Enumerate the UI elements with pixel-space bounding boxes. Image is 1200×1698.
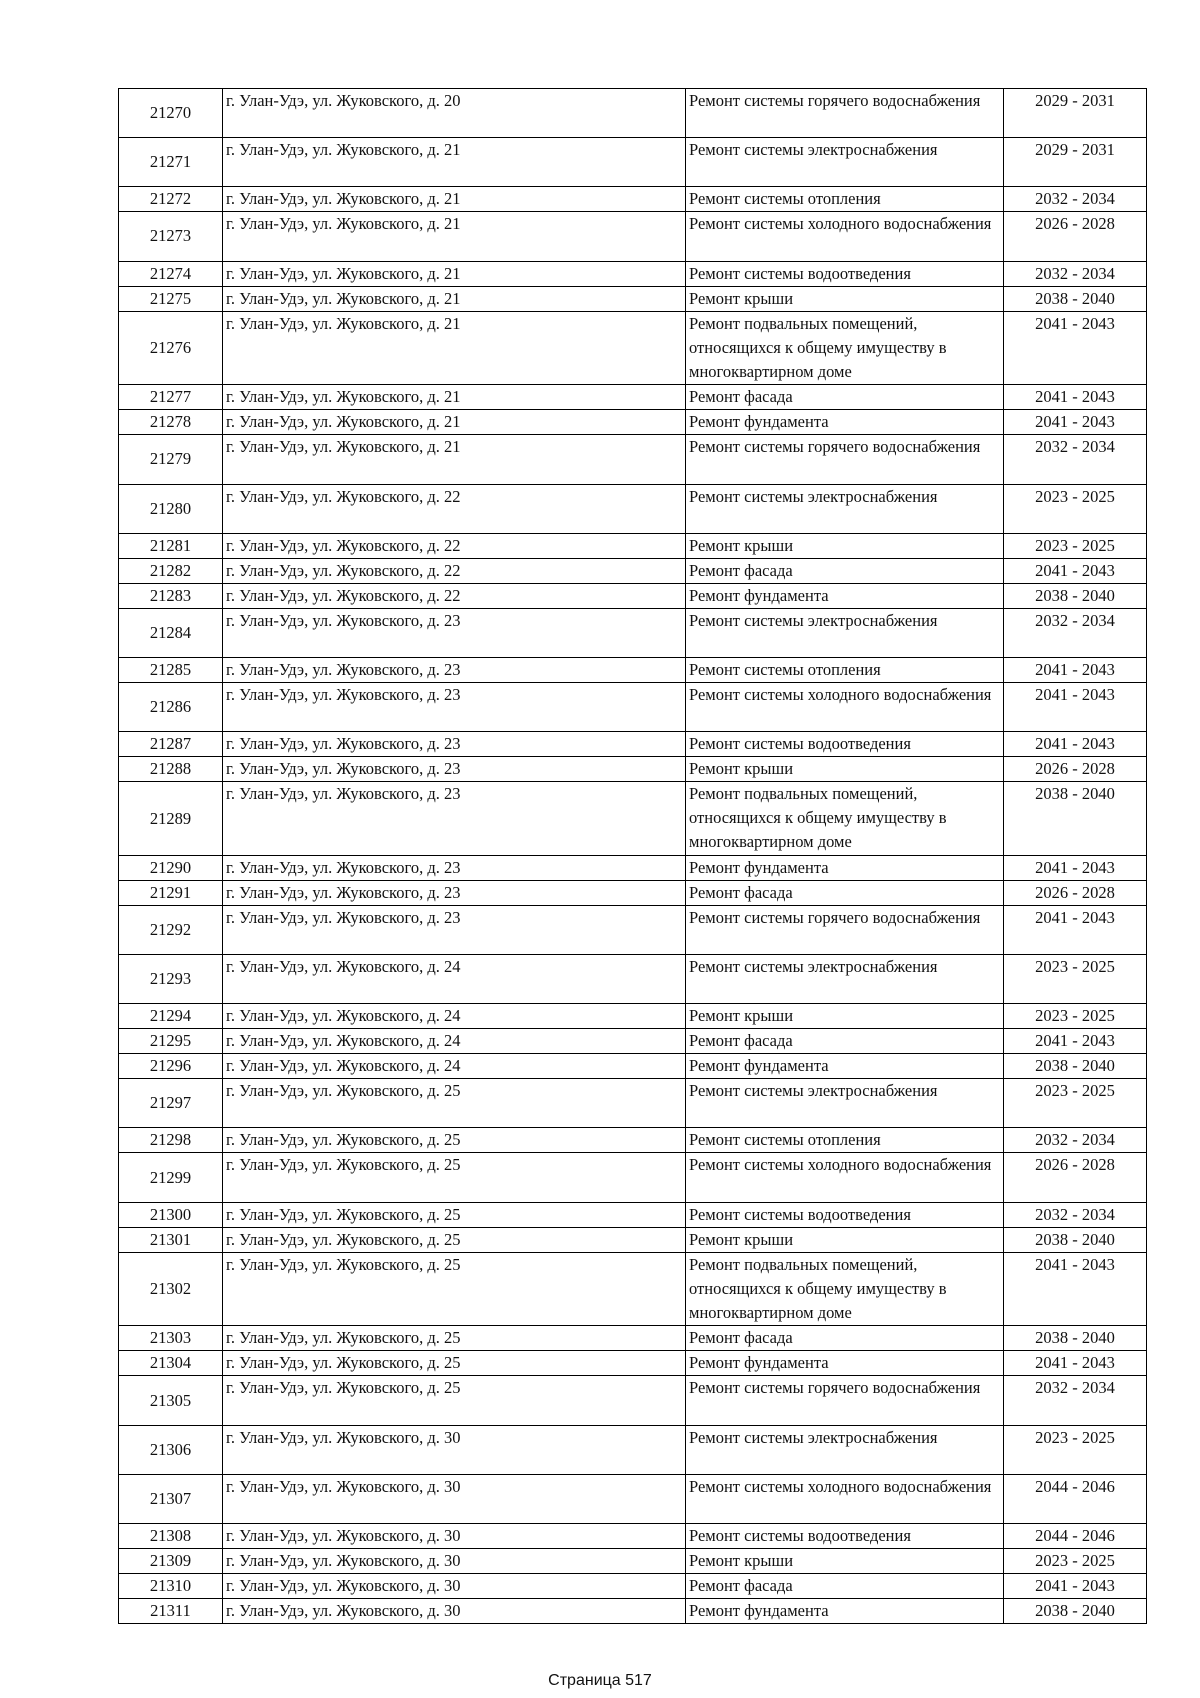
row-work-type: Ремонт системы отопления — [686, 187, 1004, 212]
row-years: 2023 - 2025 — [1004, 484, 1147, 533]
row-years: 2023 - 2025 — [1004, 1549, 1147, 1574]
table-row — [119, 682, 1147, 731]
row-address: г. Улан-Удэ, ул. Жуковского, д. 30 — [223, 1549, 686, 1574]
row-years: 2032 - 2034 — [1004, 1202, 1147, 1227]
table-row — [119, 1054, 1147, 1079]
row-number: 21285 — [119, 657, 223, 682]
row-work-type: Ремонт фасада — [686, 1029, 1004, 1054]
row-work-type: Ремонт системы горячего водоснабжения — [686, 89, 1004, 138]
row-number: 21300 — [119, 1202, 223, 1227]
row-years: 2041 - 2043 — [1004, 311, 1147, 385]
table-row — [119, 286, 1147, 311]
row-number: 21282 — [119, 558, 223, 583]
row-work-type: Ремонт системы водоотведения — [686, 1524, 1004, 1549]
row-years: 2023 - 2025 — [1004, 533, 1147, 558]
row-address: г. Улан-Удэ, ул. Жуковского, д. 30 — [223, 1474, 686, 1523]
row-address: г. Улан-Удэ, ул. Жуковского, д. 25 — [223, 1326, 686, 1351]
row-years: 2044 - 2046 — [1004, 1474, 1147, 1523]
table-row — [119, 855, 1147, 880]
row-work-type: Ремонт крыши — [686, 533, 1004, 558]
row-work-type: Ремонт подвальных помещений, относящихся к общему имуществу в многоквартирном доме — [686, 1252, 1004, 1326]
row-number: 21308 — [119, 1524, 223, 1549]
row-work-type: Ремонт крыши — [686, 1004, 1004, 1029]
table-row — [119, 89, 1147, 138]
row-work-type: Ремонт крыши — [686, 1549, 1004, 1574]
table-row — [119, 1599, 1147, 1624]
row-years: 2041 - 2043 — [1004, 1351, 1147, 1376]
repair-schedule-table — [118, 88, 1147, 1624]
row-address: г. Улан-Удэ, ул. Жуковского, д. 24 — [223, 1029, 686, 1054]
row-address: г. Улан-Удэ, ул. Жуковского, д. 21 — [223, 311, 686, 385]
row-number: 21297 — [119, 1079, 223, 1128]
row-number: 21274 — [119, 261, 223, 286]
row-years: 2026 - 2028 — [1004, 757, 1147, 782]
table-row — [119, 1574, 1147, 1599]
row-address: г. Улан-Удэ, ул. Жуковского, д. 30 — [223, 1599, 686, 1624]
row-number: 21272 — [119, 187, 223, 212]
row-work-type: Ремонт крыши — [686, 286, 1004, 311]
row-work-type: Ремонт системы горячего водоснабжения — [686, 1376, 1004, 1425]
row-work-type: Ремонт системы горячего водоснабжения — [686, 905, 1004, 954]
row-years: 2038 - 2040 — [1004, 1054, 1147, 1079]
table-row — [119, 558, 1147, 583]
row-address: г. Улан-Удэ, ул. Жуковского, д. 25 — [223, 1202, 686, 1227]
row-work-type: Ремонт системы холодного водоснабжения — [686, 212, 1004, 261]
row-address: г. Улан-Удэ, ул. Жуковского, д. 23 — [223, 855, 686, 880]
row-years: 2032 - 2034 — [1004, 1128, 1147, 1153]
row-work-type: Ремонт системы электроснабжения — [686, 955, 1004, 1004]
row-work-type: Ремонт фасада — [686, 1326, 1004, 1351]
table-body — [119, 89, 1147, 1624]
row-years: 2041 - 2043 — [1004, 410, 1147, 435]
row-years: 2038 - 2040 — [1004, 286, 1147, 311]
row-years: 2032 - 2034 — [1004, 608, 1147, 657]
row-years: 2023 - 2025 — [1004, 1079, 1147, 1128]
repair-schedule-table-wrapper — [118, 88, 1146, 1624]
row-work-type: Ремонт фундамента — [686, 1054, 1004, 1079]
row-address: г. Улан-Удэ, ул. Жуковского, д. 23 — [223, 757, 686, 782]
row-work-type: Ремонт фундамента — [686, 583, 1004, 608]
row-years: 2032 - 2034 — [1004, 187, 1147, 212]
row-years: 2041 - 2043 — [1004, 732, 1147, 757]
row-work-type: Ремонт крыши — [686, 1227, 1004, 1252]
row-number: 21306 — [119, 1425, 223, 1474]
row-number: 21289 — [119, 782, 223, 856]
row-address: г. Улан-Удэ, ул. Жуковского, д. 21 — [223, 435, 686, 484]
page-number: Страница 517 — [548, 1672, 652, 1689]
row-number: 21287 — [119, 732, 223, 757]
row-number: 21278 — [119, 410, 223, 435]
row-address: г. Улан-Удэ, ул. Жуковского, д. 21 — [223, 138, 686, 187]
row-years: 2038 - 2040 — [1004, 782, 1147, 856]
row-work-type: Ремонт системы электроснабжения — [686, 484, 1004, 533]
table-row — [119, 533, 1147, 558]
table-row — [119, 1252, 1147, 1326]
row-work-type: Ремонт системы холодного водоснабжения — [686, 682, 1004, 731]
table-row — [119, 385, 1147, 410]
row-number: 21281 — [119, 533, 223, 558]
row-work-type: Ремонт крыши — [686, 757, 1004, 782]
row-number: 21295 — [119, 1029, 223, 1054]
row-number: 21273 — [119, 212, 223, 261]
row-number: 21301 — [119, 1227, 223, 1252]
row-years: 2023 - 2025 — [1004, 955, 1147, 1004]
row-number: 21294 — [119, 1004, 223, 1029]
table-row — [119, 212, 1147, 261]
row-number: 21292 — [119, 905, 223, 954]
row-address: г. Улан-Удэ, ул. Жуковского, д. 23 — [223, 782, 686, 856]
table-row — [119, 905, 1147, 954]
table-row — [119, 1029, 1147, 1054]
row-work-type: Ремонт системы отопления — [686, 1128, 1004, 1153]
table-row — [119, 187, 1147, 212]
row-years: 2041 - 2043 — [1004, 1574, 1147, 1599]
row-number: 21298 — [119, 1128, 223, 1153]
row-number: 21311 — [119, 1599, 223, 1624]
row-number: 21284 — [119, 608, 223, 657]
row-years: 2041 - 2043 — [1004, 682, 1147, 731]
row-number: 21303 — [119, 1326, 223, 1351]
row-years: 2029 - 2031 — [1004, 89, 1147, 138]
row-address: г. Улан-Удэ, ул. Жуковского, д. 21 — [223, 187, 686, 212]
table-row — [119, 138, 1147, 187]
row-number: 21302 — [119, 1252, 223, 1326]
table-row — [119, 1524, 1147, 1549]
row-address: г. Улан-Удэ, ул. Жуковского, д. 23 — [223, 657, 686, 682]
row-address: г. Улан-Удэ, ул. Жуковского, д. 22 — [223, 533, 686, 558]
table-row — [119, 1004, 1147, 1029]
row-years: 2038 - 2040 — [1004, 583, 1147, 608]
row-number: 21271 — [119, 138, 223, 187]
row-work-type: Ремонт системы электроснабжения — [686, 1425, 1004, 1474]
row-work-type: Ремонт фундамента — [686, 410, 1004, 435]
row-years: 2038 - 2040 — [1004, 1599, 1147, 1624]
row-address: г. Улан-Удэ, ул. Жуковского, д. 21 — [223, 410, 686, 435]
row-work-type: Ремонт системы водоотведения — [686, 732, 1004, 757]
row-work-type: Ремонт системы электроснабжения — [686, 1079, 1004, 1128]
row-address: г. Улан-Удэ, ул. Жуковского, д. 21 — [223, 286, 686, 311]
table-row — [119, 1425, 1147, 1474]
table-row — [119, 1351, 1147, 1376]
row-years: 2041 - 2043 — [1004, 385, 1147, 410]
row-years: 2026 - 2028 — [1004, 1153, 1147, 1202]
row-years: 2041 - 2043 — [1004, 657, 1147, 682]
table-row — [119, 608, 1147, 657]
row-number: 21293 — [119, 955, 223, 1004]
row-years: 2029 - 2031 — [1004, 138, 1147, 187]
table-row — [119, 732, 1147, 757]
row-years: 2026 - 2028 — [1004, 880, 1147, 905]
row-years: 2044 - 2046 — [1004, 1524, 1147, 1549]
row-work-type: Ремонт фундамента — [686, 1351, 1004, 1376]
row-address: г. Улан-Удэ, ул. Жуковского, д. 20 — [223, 89, 686, 138]
table-row — [119, 484, 1147, 533]
row-address: г. Улан-Удэ, ул. Жуковского, д. 23 — [223, 732, 686, 757]
row-number: 21283 — [119, 583, 223, 608]
row-address: г. Улан-Удэ, ул. Жуковского, д. 22 — [223, 484, 686, 533]
row-years: 2038 - 2040 — [1004, 1326, 1147, 1351]
row-years: 2041 - 2043 — [1004, 1252, 1147, 1326]
table-row — [119, 1079, 1147, 1128]
table-row — [119, 657, 1147, 682]
row-address: г. Улан-Удэ, ул. Жуковского, д. 25 — [223, 1227, 686, 1252]
row-number: 21277 — [119, 385, 223, 410]
row-address: г. Улан-Удэ, ул. Жуковского, д. 24 — [223, 1004, 686, 1029]
row-years: 2023 - 2025 — [1004, 1004, 1147, 1029]
table-row — [119, 261, 1147, 286]
table-row — [119, 782, 1147, 856]
row-address: г. Улан-Удэ, ул. Жуковского, д. 30 — [223, 1425, 686, 1474]
row-address: г. Улан-Удэ, ул. Жуковского, д. 30 — [223, 1574, 686, 1599]
row-years: 2032 - 2034 — [1004, 435, 1147, 484]
row-work-type: Ремонт системы электроснабжения — [686, 608, 1004, 657]
row-address: г. Улан-Удэ, ул. Жуковского, д. 21 — [223, 385, 686, 410]
row-address: г. Улан-Удэ, ул. Жуковского, д. 21 — [223, 261, 686, 286]
row-years: 2041 - 2043 — [1004, 855, 1147, 880]
row-address: г. Улан-Удэ, ул. Жуковского, д. 23 — [223, 682, 686, 731]
row-address: г. Улан-Удэ, ул. Жуковского, д. 25 — [223, 1128, 686, 1153]
table-row — [119, 1474, 1147, 1523]
row-years: 2041 - 2043 — [1004, 558, 1147, 583]
row-years: 2023 - 2025 — [1004, 1425, 1147, 1474]
row-address: г. Улан-Удэ, ул. Жуковского, д. 23 — [223, 608, 686, 657]
table-row — [119, 955, 1147, 1004]
row-address: г. Улан-Удэ, ул. Жуковского, д. 22 — [223, 583, 686, 608]
row-work-type: Ремонт фундамента — [686, 855, 1004, 880]
row-work-type: Ремонт системы отопления — [686, 657, 1004, 682]
row-years: 2032 - 2034 — [1004, 261, 1147, 286]
row-years: 2041 - 2043 — [1004, 905, 1147, 954]
row-work-type: Ремонт фасада — [686, 880, 1004, 905]
row-number: 21299 — [119, 1153, 223, 1202]
row-years: 2041 - 2043 — [1004, 1029, 1147, 1054]
row-address: г. Улан-Удэ, ул. Жуковского, д. 22 — [223, 558, 686, 583]
table-row — [119, 1153, 1147, 1202]
row-address: г. Улан-Удэ, ул. Жуковского, д. 30 — [223, 1524, 686, 1549]
table-row — [119, 880, 1147, 905]
row-address: г. Улан-Удэ, ул. Жуковского, д. 25 — [223, 1252, 686, 1326]
row-years: 2032 - 2034 — [1004, 1376, 1147, 1425]
row-work-type: Ремонт фасада — [686, 385, 1004, 410]
row-work-type: Ремонт системы холодного водоснабжения — [686, 1474, 1004, 1523]
row-number: 21288 — [119, 757, 223, 782]
row-address: г. Улан-Удэ, ул. Жуковского, д. 25 — [223, 1079, 686, 1128]
table-row — [119, 410, 1147, 435]
row-work-type: Ремонт системы водоотведения — [686, 1202, 1004, 1227]
row-address: г. Улан-Удэ, ул. Жуковского, д. 25 — [223, 1376, 686, 1425]
row-years: 2026 - 2028 — [1004, 212, 1147, 261]
row-work-type: Ремонт системы холодного водоснабжения — [686, 1153, 1004, 1202]
row-work-type: Ремонт системы горячего водоснабжения — [686, 435, 1004, 484]
row-number: 21305 — [119, 1376, 223, 1425]
row-work-type: Ремонт системы электроснабжения — [686, 138, 1004, 187]
row-number: 21270 — [119, 89, 223, 138]
row-address: г. Улан-Удэ, ул. Жуковского, д. 24 — [223, 955, 686, 1004]
row-number: 21310 — [119, 1574, 223, 1599]
row-number: 21290 — [119, 855, 223, 880]
row-work-type: Ремонт фасада — [686, 1574, 1004, 1599]
row-address: г. Улан-Удэ, ул. Жуковского, д. 23 — [223, 905, 686, 954]
row-work-type: Ремонт системы водоотведения — [686, 261, 1004, 286]
row-number: 21291 — [119, 880, 223, 905]
table-row — [119, 1227, 1147, 1252]
row-number: 21296 — [119, 1054, 223, 1079]
table-row — [119, 757, 1147, 782]
table-row — [119, 1128, 1147, 1153]
table-row — [119, 1549, 1147, 1574]
row-address: г. Улан-Удэ, ул. Жуковского, д. 24 — [223, 1054, 686, 1079]
table-row — [119, 1376, 1147, 1425]
table-row — [119, 1326, 1147, 1351]
row-address: г. Улан-Удэ, ул. Жуковского, д. 25 — [223, 1351, 686, 1376]
row-work-type: Ремонт фасада — [686, 558, 1004, 583]
row-years: 2038 - 2040 — [1004, 1227, 1147, 1252]
row-number: 21275 — [119, 286, 223, 311]
row-number: 21304 — [119, 1351, 223, 1376]
table-row — [119, 583, 1147, 608]
row-address: г. Улан-Удэ, ул. Жуковского, д. 23 — [223, 880, 686, 905]
row-number: 21309 — [119, 1549, 223, 1574]
row-number: 21280 — [119, 484, 223, 533]
row-work-type: Ремонт подвальных помещений, относящихся к общему имуществу в многоквартирном доме — [686, 782, 1004, 856]
row-number: 21279 — [119, 435, 223, 484]
row-number: 21286 — [119, 682, 223, 731]
row-number: 21276 — [119, 311, 223, 385]
row-address: г. Улан-Удэ, ул. Жуковского, д. 21 — [223, 212, 686, 261]
row-work-type: Ремонт подвальных помещений, относящихся к общему имуществу в многоквартирном доме — [686, 311, 1004, 385]
row-address: г. Улан-Удэ, ул. Жуковского, д. 25 — [223, 1153, 686, 1202]
row-work-type: Ремонт фундамента — [686, 1599, 1004, 1624]
table-row — [119, 311, 1147, 385]
table-row — [119, 435, 1147, 484]
row-number: 21307 — [119, 1474, 223, 1523]
table-row — [119, 1202, 1147, 1227]
